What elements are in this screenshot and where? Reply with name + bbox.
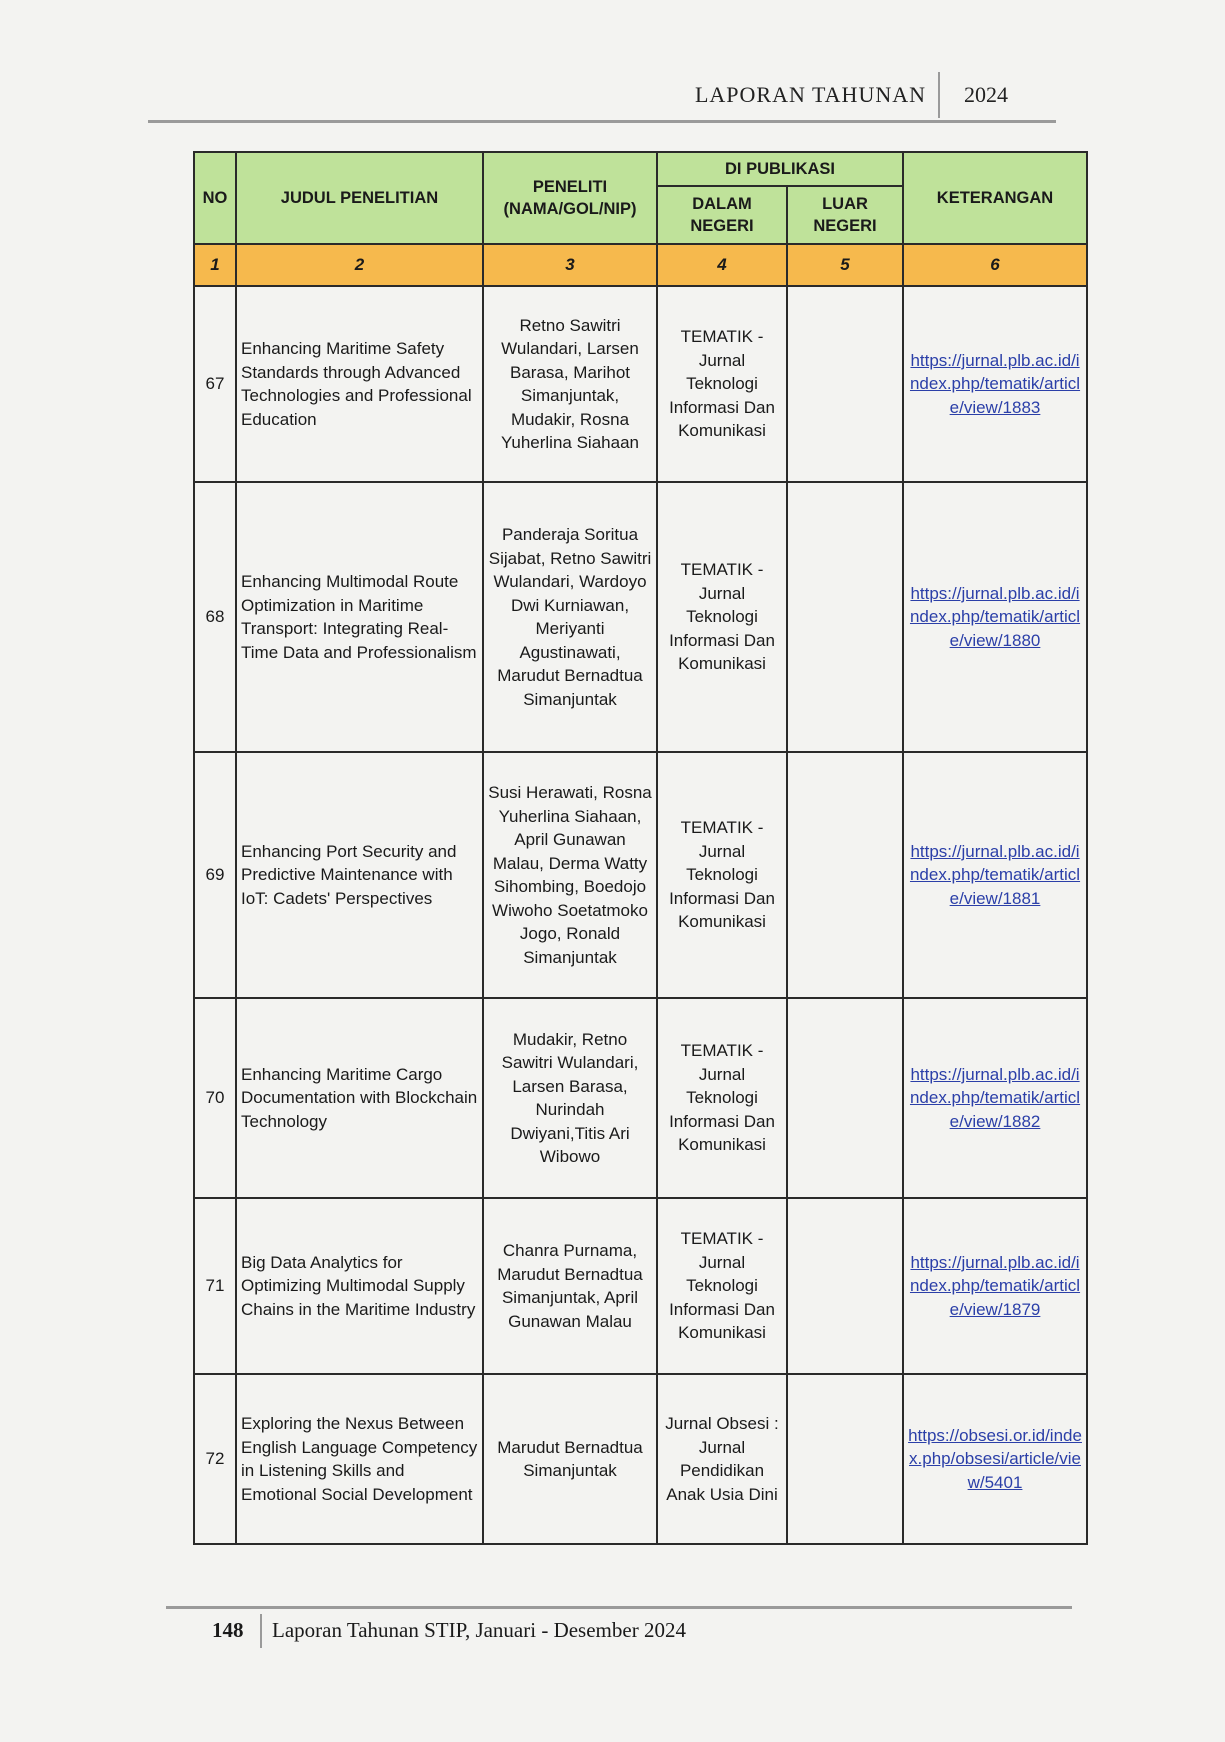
row-dalam-negeri: TEMATIK - Jurnal Teknologi Informasi Dan Komunikasi <box>657 1198 787 1374</box>
table-row <box>194 1374 1087 1544</box>
row-keterangan-link[interactable]: https://jurnal.plb.ac.id/index.php/tematik/article/view/1880 <box>903 482 1087 752</box>
row-judul: Big Data Analytics for Optimizing Multimodal Supply Chains in the Maritime Industry <box>236 1198 483 1374</box>
row-luar-negeri <box>787 1198 903 1374</box>
footer-text: Laporan Tahunan STIP, Januari - Desember 2024 <box>272 1618 686 1642</box>
row-peneliti: Retno Sawitri Wulandari, Larsen Barasa, Marihot Simanjuntak, Mudakir, Rosna Yuherlina Siahaan <box>483 286 657 482</box>
row-no: 67 <box>194 286 236 482</box>
row-judul: Enhancing Maritime Cargo Documentation with Blockchain Technology <box>236 998 483 1198</box>
header-no: NO <box>194 152 236 244</box>
row-keterangan-link[interactable]: https://obsesi.or.id/index.php/obsesi/article/view/5401 <box>903 1374 1087 1544</box>
row-judul: Exploring the Nexus Between English Language Competency in Listening Skills and Emotional Social Development <box>236 1374 483 1544</box>
row-dalam-negeri: Jurnal Obsesi : Jurnal Pendidikan Anak Usia Dini <box>657 1374 787 1544</box>
header-year: 2024 <box>964 82 1008 107</box>
row-dalam-negeri: TEMATIK - Jurnal Teknologi Informasi Dan Komunikasi <box>657 286 787 482</box>
column-number: 6 <box>903 244 1087 286</box>
table-row <box>194 482 1087 752</box>
column-number: 5 <box>787 244 903 286</box>
row-luar-negeri <box>787 752 903 998</box>
row-keterangan-link[interactable]: https://jurnal.plb.ac.id/index.php/tematik/article/view/1883 <box>903 286 1087 482</box>
row-peneliti: Chanra Purnama, Marudut Bernadtua Simanjuntak, April Gunawan Malau <box>483 1198 657 1374</box>
header-dalam-negeri: DALAM NEGERI <box>657 186 787 244</box>
header-luar-negeri: LUAR NEGERI <box>787 186 903 244</box>
row-peneliti: Panderaja Soritua Sijabat, Retno Sawitri Wulandari, Wardoyo Dwi Kurniawan, Meriyanti Agustinawati, Marudut Bernadtua Simanjuntak <box>483 482 657 752</box>
column-number: 1 <box>194 244 236 286</box>
row-judul: Enhancing Maritime Safety Standards through Advanced Technologies and Professional Education <box>236 286 483 482</box>
row-no: 72 <box>194 1374 236 1544</box>
table-row <box>194 286 1087 482</box>
row-luar-negeri <box>787 286 903 482</box>
row-peneliti: Mudakir, Retno Sawitri Wulandari, Larsen Barasa, Nurindah Dwiyani,Titis Ari Wibowo <box>483 998 657 1198</box>
page-header <box>148 70 1056 123</box>
footer-rule <box>166 1606 1072 1609</box>
row-dalam-negeri: TEMATIK - Jurnal Teknologi Informasi Dan Komunikasi <box>657 482 787 752</box>
research-table <box>193 151 1088 1545</box>
column-number: 4 <box>657 244 787 286</box>
row-peneliti: Susi Herawati, Rosna Yuherlina Siahaan, April Gunawan Malau, Derma Watty Sihombing, Boedojo Wiwoho Soetatmoko Jogo, Ronald Simanjuntak <box>483 752 657 998</box>
row-no: 71 <box>194 1198 236 1374</box>
row-luar-negeri <box>787 998 903 1198</box>
row-keterangan-link[interactable]: https://jurnal.plb.ac.id/index.php/tematik/article/view/1879 <box>903 1198 1087 1374</box>
header-keterangan: KETERANGAN <box>903 152 1087 244</box>
row-judul: Enhancing Multimodal Route Optimization in Maritime Transport: Integrating Real-Time Data and Professionalism <box>236 482 483 752</box>
header-divider <box>938 72 940 118</box>
header-peneliti: PENELITI (NAMA/GOL/NIP) <box>483 152 657 244</box>
column-number: 3 <box>483 244 657 286</box>
row-peneliti: Marudut Bernadtua Simanjuntak <box>483 1374 657 1544</box>
row-judul: Enhancing Port Security and Predictive Maintenance with IoT: Cadets' Perspectives <box>236 752 483 998</box>
header-judul: JUDUL PENELITIAN <box>236 152 483 244</box>
header-publikasi: DI PUBLIKASI <box>657 152 903 186</box>
row-luar-negeri <box>787 1374 903 1544</box>
footer-divider <box>260 1614 262 1648</box>
table-row <box>194 998 1087 1198</box>
row-no: 70 <box>194 998 236 1198</box>
table-row <box>194 752 1087 998</box>
table-row <box>194 1198 1087 1374</box>
row-no: 68 <box>194 482 236 752</box>
column-number: 2 <box>236 244 483 286</box>
row-dalam-negeri: TEMATIK - Jurnal Teknologi Informasi Dan Komunikasi <box>657 752 787 998</box>
row-luar-negeri <box>787 482 903 752</box>
footer-page-number: 148 <box>212 1618 244 1642</box>
row-no: 69 <box>194 752 236 998</box>
row-dalam-negeri: TEMATIK - Jurnal Teknologi Informasi Dan Komunikasi <box>657 998 787 1198</box>
row-keterangan-link[interactable]: https://jurnal.plb.ac.id/index.php/tematik/article/view/1882 <box>903 998 1087 1198</box>
header-title: LAPORAN TAHUNAN <box>694 82 926 107</box>
row-keterangan-link[interactable]: https://jurnal.plb.ac.id/index.php/tematik/article/view/1881 <box>903 752 1087 998</box>
